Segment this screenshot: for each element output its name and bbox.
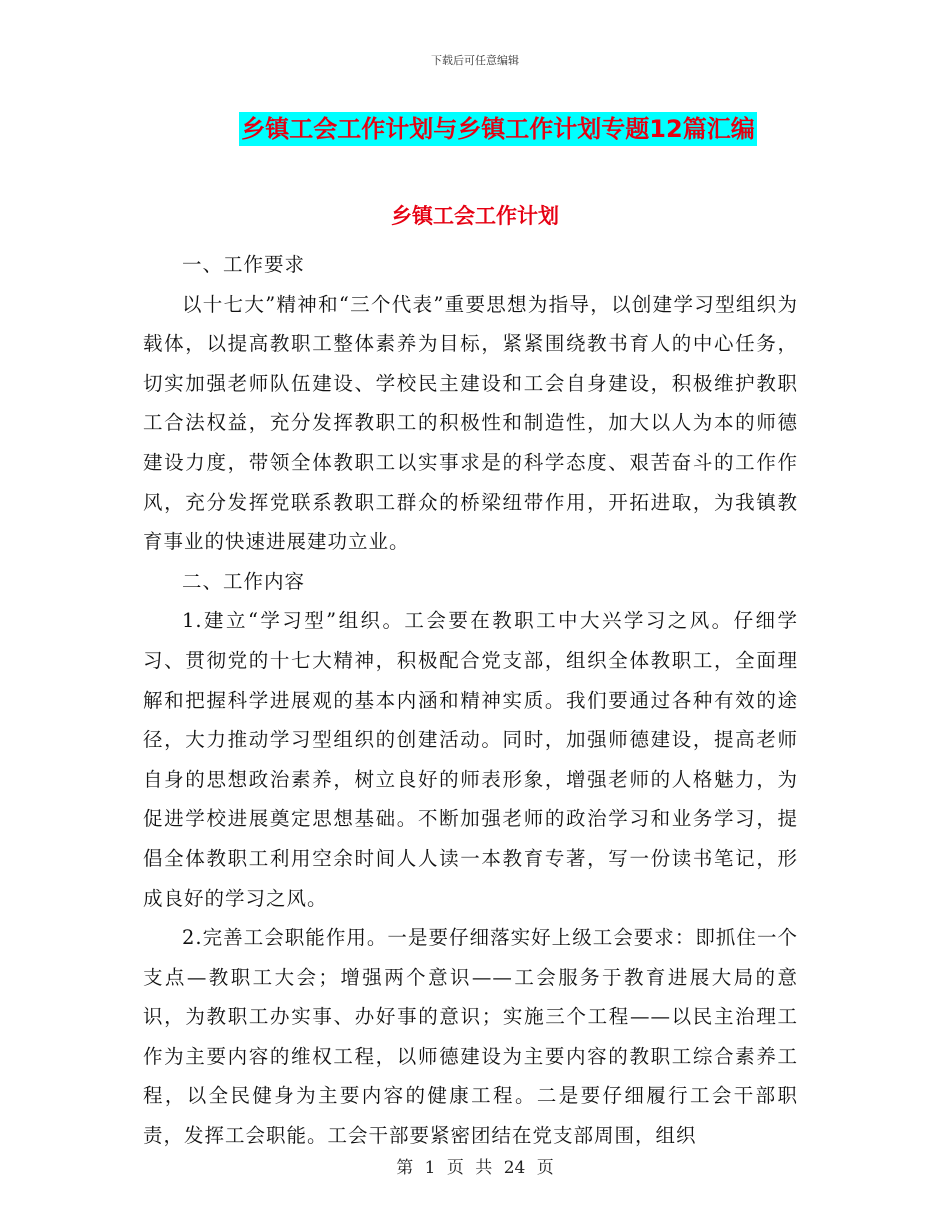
paragraph-learning-organization: 1.建立“学习型”组织。工会要在教职工中大兴学习之风。仔细学习、贯彻党的十七大精神，积极配合党支部，组织全体教职工，全面理解和把握科学进展观的基本内涵和精神实质。我们要通过各种有效的途径，大力推动学习型组织的创建活动。同时，加强师德建设，提高老师自身的思想政治素养，树立良好的师表形象，增强老师的人格魅力，为促进学校进展奠定思想基础。不断加强老师的政治学习和业务学习，提倡全体教职工利用空余时间人人读一本教育专著，写一份读书笔记，形成良好的学习之风。 — [143, 609, 798, 910]
paragraph-union-functions: 2.完善工会职能作用。一是要仔细落实好上级工会要求：即抓住一个支点—教职工大会；增强两个意识——工会服务于教育进展大局的意识，为教职工办实事、办好事的意识；实施三个工程——以民主治理工作为主要内容的维权工程，以师德建设为主要内容的教职工综合素养工程，以全民健身为主要内容的健康工程。二是要仔细履行工会干部职责，发挥工会职能。工会干部要紧密团结在党支部周围，组织 — [143, 926, 798, 1148]
page-number-footer: 第 1 页 共 24 页 — [396, 1158, 554, 1178]
document-title: 乡镇工会工作计划与乡镇工作计划专题12篇汇编 — [239, 112, 756, 146]
document-title-container — [0, 112, 950, 146]
heading-work-content: 二、工作内容 — [182, 569, 306, 593]
document-body — [143, 245, 798, 1156]
paragraph-guiding-principle: 以十七大”精神和“三个代表”重要思想为指导，以创建学习型组织为载体，以提高教职工整体素养为目标，紧紧围绕教书育人的中心任务，切实加强老师队伍建设、学校民主建设和工会自身建设，积极维护教职工合法权益，充分发挥教职工的积极性和制造性，加大以人为本的师德建设力度，带领全体教职工以实事求是的科学态度、艰苦奋斗的工作作风，充分发挥党联系教职工群众的桥梁纽带作用，开拓进取，为我镇教育事业的快速进展建功立业。 — [143, 292, 798, 554]
section-title: 乡镇工会工作计划 — [391, 204, 559, 228]
header-note: 下载后可任意编辑 — [431, 54, 519, 67]
heading-work-requirements: 一、工作要求 — [182, 253, 306, 276]
